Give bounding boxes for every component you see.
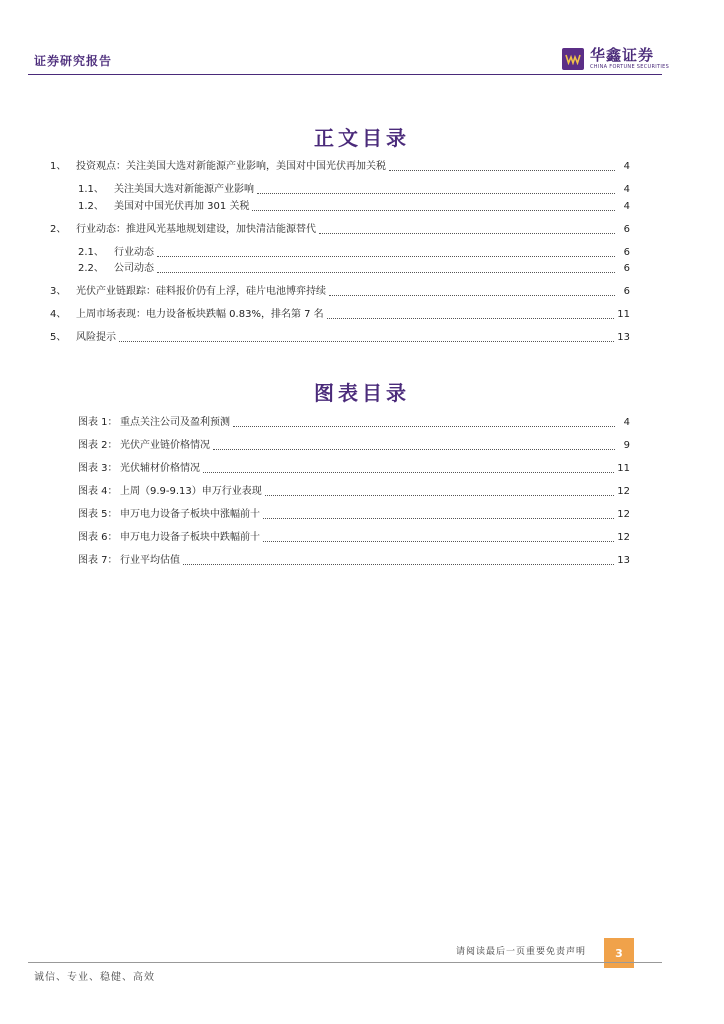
toc-figure-entry[interactable] xyxy=(78,416,630,430)
toc-entry[interactable] xyxy=(50,285,630,299)
toc-figure-entry[interactable] xyxy=(78,508,630,522)
toc-leader-dots xyxy=(389,161,615,171)
toc-leader-dots xyxy=(252,201,615,211)
logo-english-name: CHINA FORTUNE SECURITIES xyxy=(590,64,670,70)
toc-leader-dots xyxy=(329,286,615,296)
toc-leader-dots xyxy=(119,332,614,342)
toc-figure-number: 图表 4： xyxy=(78,486,118,497)
toc-entry[interactable] xyxy=(78,200,630,214)
report-type-label: 证券研究报告 xyxy=(34,54,113,68)
toc-entry-text: 美国对中国光伏再加 301 关税 xyxy=(114,201,250,212)
page-number-badge: 3 xyxy=(604,938,634,968)
toc-entry-page: 13 xyxy=(617,332,630,343)
toc-entry-text: 行业动态 xyxy=(114,247,154,258)
toc-entry-text: 风险提示 xyxy=(76,332,116,343)
toc-entry[interactable] xyxy=(78,246,630,260)
toc-entry[interactable] xyxy=(78,183,630,197)
toc-figure-entry[interactable] xyxy=(78,462,630,476)
toc-figure-text: 光伏产业链价格情况 xyxy=(120,440,210,451)
toc-leader-dots xyxy=(265,486,614,496)
toc-figure-number: 图表 6： xyxy=(78,532,118,543)
toc-entry-page: 6 xyxy=(623,247,630,258)
toc-figure-text: 重点关注公司及盈利预测 xyxy=(120,417,230,428)
toc-leader-dots xyxy=(263,532,614,542)
toc-leader-dots xyxy=(157,263,615,273)
toc-figure-page: 4 xyxy=(623,417,630,428)
toc-entry-page: 11 xyxy=(617,309,630,320)
logo-mark-icon xyxy=(562,48,584,70)
logo-chinese-name: 华鑫证券 xyxy=(590,46,655,64)
toc-figure-text: 上周（9.9-9.13）申万行业表现 xyxy=(120,486,262,497)
company-logo xyxy=(562,46,669,72)
toc-entry-number: 2、 xyxy=(50,224,67,235)
toc-figure-page: 12 xyxy=(617,509,630,520)
toc-figure-entry[interactable] xyxy=(78,531,630,545)
toc-main-title: 正文目录 xyxy=(314,126,410,150)
toc-figure-page: 13 xyxy=(617,555,630,566)
toc-figure-entry[interactable] xyxy=(78,439,630,453)
toc-entry-text: 投资观点：关注美国大选对新能源产业影响，美国对中国光伏再加关税 xyxy=(76,161,386,172)
toc-figure-page: 9 xyxy=(623,440,630,451)
toc-entry[interactable] xyxy=(50,223,630,237)
toc-figure-page: 12 xyxy=(617,532,630,543)
toc-figure-number: 图表 3： xyxy=(78,463,118,474)
toc-entry-page: 4 xyxy=(623,201,630,212)
toc-leader-dots xyxy=(213,440,615,450)
toc-figure-number: 图表 5： xyxy=(78,509,118,520)
toc-entry-number: 5、 xyxy=(50,332,67,343)
toc-leader-dots xyxy=(257,184,615,194)
toc-figure-text: 申万电力设备子板块中跌幅前十 xyxy=(120,532,260,543)
toc-leader-dots xyxy=(319,224,615,234)
toc-entry-number: 3、 xyxy=(50,286,67,297)
company-slogan: 诚信、专业、稳健、高效 xyxy=(34,972,155,983)
toc-figure-number: 图表 1： xyxy=(78,417,118,428)
toc-entry-page: 4 xyxy=(623,161,630,172)
header-divider xyxy=(28,74,662,75)
toc-entry-text: 公司动态 xyxy=(114,263,154,274)
toc-entry-number: 1.1、 xyxy=(78,184,104,195)
toc-entry-page: 6 xyxy=(623,224,630,235)
toc-leader-dots xyxy=(183,555,614,565)
toc-entry-page: 4 xyxy=(623,184,630,195)
toc-figure-text: 行业平均估值 xyxy=(120,555,180,566)
disclaimer-notice: 请阅读最后一页重要免责声明 xyxy=(456,947,587,957)
toc-entry[interactable] xyxy=(50,308,630,322)
toc-figure-number: 图表 2： xyxy=(78,440,118,451)
toc-entry-text: 光伏产业链跟踪：硅料报价仍有上浮，硅片电池博弈持续 xyxy=(76,286,326,297)
toc-figure-text: 光伏辅材价格情况 xyxy=(120,463,200,474)
toc-entry[interactable] xyxy=(50,160,630,174)
toc-figure-entry[interactable] xyxy=(78,554,630,568)
toc-figure-page: 11 xyxy=(617,463,630,474)
toc-entry[interactable] xyxy=(50,331,630,345)
footer-divider xyxy=(28,962,662,963)
toc-entry-page: 6 xyxy=(623,263,630,274)
toc-figures-title: 图表目录 xyxy=(314,381,410,405)
toc-entry-number: 1、 xyxy=(50,161,67,172)
toc-entry-text: 关注美国大选对新能源产业影响 xyxy=(114,184,254,195)
toc-entry[interactable] xyxy=(78,262,630,276)
toc-leader-dots xyxy=(203,463,614,473)
toc-entry-page: 6 xyxy=(623,286,630,297)
toc-figure-page: 12 xyxy=(617,486,630,497)
toc-entry-number: 2.1、 xyxy=(78,247,104,258)
toc-entry-text: 行业动态：推进风光基地规划建设，加快清洁能源替代 xyxy=(76,224,316,235)
toc-entry-number: 4、 xyxy=(50,309,67,320)
toc-figure-number: 图表 7： xyxy=(78,555,118,566)
toc-figure-entry[interactable] xyxy=(78,485,630,499)
toc-figure-text: 申万电力设备子板块中涨幅前十 xyxy=(120,509,260,520)
toc-leader-dots xyxy=(157,247,615,257)
toc-entry-number: 2.2、 xyxy=(78,263,104,274)
toc-leader-dots xyxy=(233,417,615,427)
toc-leader-dots xyxy=(327,309,615,319)
toc-entry-text: 上周市场表现：电力设备板块跌幅 0.83%，排名第 7 名 xyxy=(76,309,324,320)
toc-entry-number: 1.2、 xyxy=(78,201,104,212)
toc-leader-dots xyxy=(263,509,614,519)
